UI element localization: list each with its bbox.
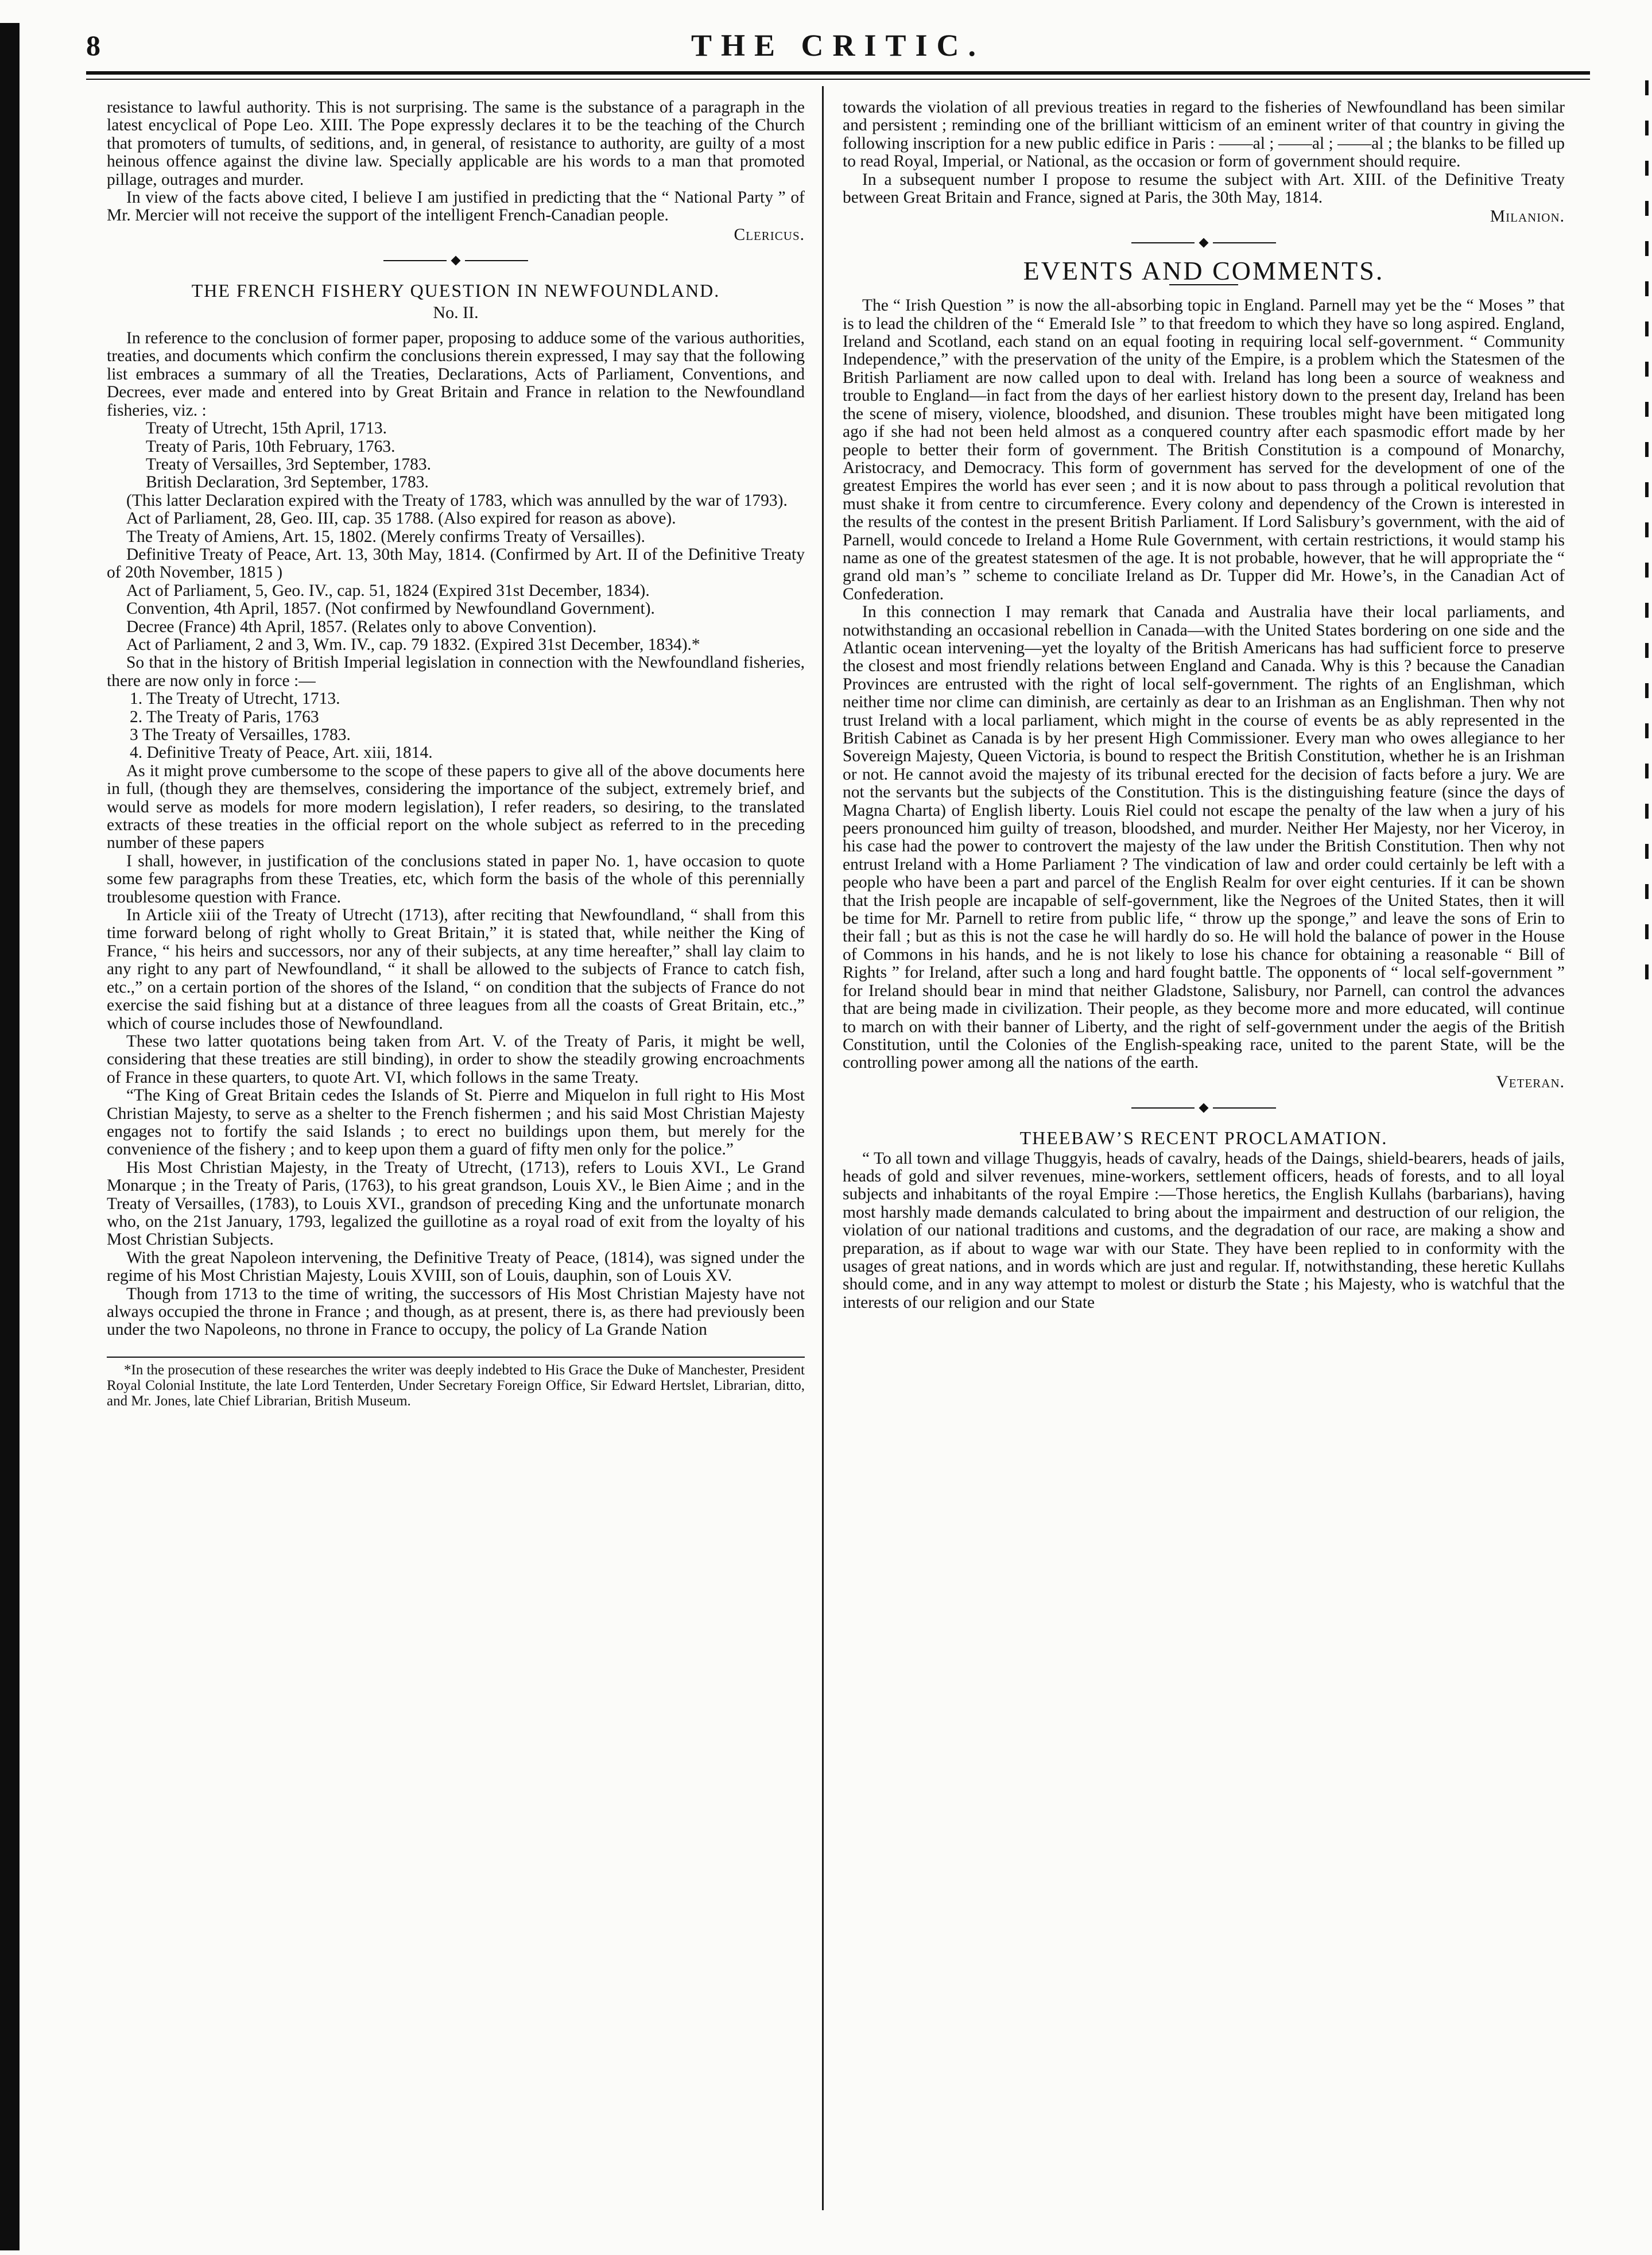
article-paragraph: Though from 1713 to the time of writing, the successors of His Most Christian Majesty have not always occupied the throne in France ; and though, as at present, there is, as there had previously been under the two Napoleons, no throne in France to occupy, the policy of La Grande Nation <box>107 1284 805 1339</box>
article-paragraph: Act of Parliament, 5, Geo. IV., cap. 51, 1824 (Expired 31st December, 1834). <box>126 581 650 600</box>
article-title: THEEBAW’S RECENT PROCLAMATION. <box>1019 1128 1388 1149</box>
article-paragraph: The “ Irish Question ” is now the all-absorbing topic in England. Parnell may yet be the “ Moses ” that is to lead the children of the “ Emerald Isle ” to that freedom to which they have so long aspired. England, Ireland and Scotland, each stand on an equal footing in requiring local self-government. “ Community Independence,” with the preservation of the unity of the Empire, is a problem which the Statesmen of the British Parliament are now called upon to deal with. Ireland has long been a source of weakness and trouble to England—in fact from the days of her earliest history down to the present day, Ireland has been the scene of misery, violence, bloodshed, and disunion. These troubles might have been mitigated long ago if she had not been held almost as a conquered country after each spasmodic effort made by her people to better their form of government. The British Constitution is a compound of Monarchy, Aristocracy, and Democracy. This form of government has served for the development of one of the greatest Empires the world has ever seen ; and it is now about to pass through a political revolution that must shake it from centre to circumference. Every colony and dependency of the Crown is interested in the results of the contest in the present British Parliament. If Lord Salisbury’s government, with the aid of Parnell, would concede to Ireland a Home Rule Government, with certain restrictions, it would stamp his name as one of the greatest statesmen of the age. It is not probable, however, that he will appropriate the “ grand old man’s ” scheme to conciliate Ireland as Dr. Tupper did Mr. Howe’s, in the Canadian Act of Confederation. <box>843 296 1565 603</box>
article-paragraph: I shall, however, in justification of the conclusions stated in paper No. 1, have occasion to quote some few paragraphs from these Treaties, etc, which form the basis of the whole of this perennially troublesome question with France. <box>107 851 805 906</box>
list-item: Treaty of Versailles, 3rd September, 1783. <box>146 455 431 474</box>
treaty-list <box>107 420 805 492</box>
article-paragraph: So that in the history of British Imperial legislation in connection with the Newfoundland fisheries, there are now only in force :— <box>107 653 805 690</box>
in-force-list <box>107 690 805 762</box>
header-rule <box>86 71 1590 75</box>
article-paragraph: Act of Parliament, 28, Geo. III, cap. 35 1788. (Also expired for reason as above). <box>126 509 676 528</box>
article-paragraph: As it might prove cumbersome to the scope of these papers to give all of the above documents here in full, (though they are themselves, considering the importance of the subject, extremely brief, and would serve as models for more modern legislation), I refer readers, so desiring, to the translated extracts of these treaties in the official report on the whole subject as referred to in the preceding number of these papers <box>107 761 805 853</box>
page-number: 8 <box>86 29 100 61</box>
article-paragraph: (This latter Declaration expired with the Treaty of 1783, which was annulled by the war of 1793). <box>126 491 788 510</box>
footnote: *In the prosecution of these researches the writer was deeply indebted to His Grace the Duke of Manchester, President Royal Colonial Institute, the late Lord Tenterden, Under Secretary Foreign Office, Sir Edward Hertslet, Librarian, ditto, and Mr. Jones, late Chief Librarian, British Museum. <box>107 1362 805 1409</box>
masthead: THE CRITIC. <box>691 28 986 63</box>
intro-paragraph: resistance to lawful authority. This is not surprising. The same is the substance of a paragraph in the latest encyclical of Pope Leo. XIII. The Pope expressly declares it to be the teaching of the Church that promoters of tumults, of seditions, and, in general, of resistance to authority, are guilty of a most heinous offence against the divine law. Specially applicable are his words to a man that promoted pillage, outrages and murder. <box>107 98 805 189</box>
article-number: No. II. <box>433 303 479 322</box>
left-column <box>107 99 805 1409</box>
article-paragraph: towards the violation of all previous treaties in regard to the fisheries of Newfoundland has been similar and persistent ; reminding one of the brilliant witticism of an eminent writer of that country in giving the following inscription for a new public edifice in Paris : ——al ; ——al ; ——al ; the blanks to be filled up to read Royal, Imperial, or National, as the occasion or form of government should require. <box>843 98 1565 171</box>
section-title: EVENTS AND COMMENTS. <box>1023 255 1385 285</box>
article-paragraph: His Most Christian Majesty, in the Treaty of Utrecht, (1713), refers to Louis XVI., Le Grand Monarque ; in the Treaty of Paris, (1763), to his great grandson, Louis XV., le Bien Aime ; and in the Treaty of Versailles, (1783), to Louis XVI., grandson of preceding King and the unfortunate monarch who, on the 21st January, 1793, legalized the guillotine as a royal road of exit from the loyalty of his Most Christian Subjects. <box>107 1158 805 1249</box>
intro-paragraph: In view of the facts above cited, I believe I am justified in predicting that the “ National Party ” of Mr. Mercier will not receive the support of the intelligent French-Canadian people. <box>107 188 805 225</box>
list-item: British Declaration, 3rd September, 1783. <box>146 473 429 492</box>
list-item: 1. The Treaty of Utrecht, 1713. <box>130 689 340 708</box>
list-item: Treaty of Utrecht, 15th April, 1713. <box>146 419 387 438</box>
article-paragraph: In Article xiii of the Treaty of Utrecht (1713), after reciting that Newfoundland, “ shall from this time forward belong of right wholly to Great Britain,” it is stated that, while neither the King of France, “ his heirs and successors, nor any of their subjects, at any time hereafter,” shall lay claim to any right to any part of Newfoundland, “ it shall be allowed to the subjects of France to catch fish, etc.,” on a certain portion of the shores of the Island, “ on condition that the subjects of France do not exercise the said fishing but at a distance of three leagues from all the coasts of Great Britain, etc.,” which of course includes those of Newfoundland. <box>107 906 805 1033</box>
article-paragraph: Act of Parliament, 2 and 3, Wm. IV., cap. 79 1832. (Expired 31st December, 1834).* <box>126 635 700 654</box>
article-paragraph: Decree (France) 4th April, 1857. (Relates only to above Convention). <box>126 617 597 636</box>
article-paragraph: These two latter quotations being taken from Art. V. of the Treaty of Paris, it might be well, considering that these treaties are still binding), in order to show the steadily growing encroachments of France in these quarters, to quote Art. VI, which follows in the same Treaty. <box>107 1032 805 1087</box>
ornament-divider <box>843 1104 1565 1112</box>
list-item: 3 The Treaty of Versailles, 1783. <box>130 726 351 744</box>
scan-edge <box>0 23 20 2250</box>
article-paragraph: In reference to the conclusion of former paper, proposing to adduce some of the various authorities, treaties, and documents which confirm the conclusions therein expressed, I may say that the following list embraces a summary of all the Treaties, Declarations, Acts of Parliament, Conventions, and Decrees, ever made and entered into by Great Britain and France in relation to the Newfoundland fisheries, viz. : <box>107 329 805 420</box>
signature: Milanion. <box>1490 207 1565 226</box>
list-item: 2. The Treaty of Paris, 1763 <box>130 707 319 726</box>
header-rule-thin <box>86 79 1590 80</box>
article-paragraph: Definitive Treaty of Peace, Art. 13, 30th May, 1814. (Confirmed by Art. II of the Definitive Treaty of 20th November, 1815 ) <box>107 545 805 582</box>
ornament-divider <box>107 257 805 265</box>
right-column <box>843 99 1565 1312</box>
article-paragraph: Convention, 4th April, 1857. (Not confirmed by Newfoundland Government). <box>126 599 655 618</box>
article-paragraph: “ To all town and village Thuggyis, heads of cavalry, heads of the Daings, shield-bearers, heads of jails, heads of gold and silver revenues, mine-workers, settlement officers, heads of forests, and to all loyal subjects and inhabitants of the royal Empire :—Those heretics, the English Kullahs (barbarians), having most harshly made demands calculated to bring about the impairment and destruction of our religion, the violation of our national traditions and customs, and the degradation of our race, are making a show and preparation, as if about to wage war with our State. They have been replied to in conformity with the usages of great nations, and in words which are just and regular. If, notwithstanding, these heretic Kullahs should come, and in any way attempt to molest or disturb the State ; his Majesty, who is watchful that the interests of our religion and our State <box>843 1149 1565 1312</box>
intro-signature: Clericus. <box>734 225 805 244</box>
quoted-paragraph: “The King of Great Britain cedes the Islands of St. Pierre and Miquelon in full right to His Most Christian Majesty, to serve as a shelter to the French fishermen ; and his said Most Christian Majesty engages not to fortify the said Islands ; to erect no buildings upon them, but merely for the convenience of the fishery ; and to keep upon them a guard of fifty men only for the police.” <box>107 1086 805 1159</box>
article-paragraph: In this connection I may remark that Canada and Australia have their local parliaments, and notwithstanding an occasional rebellion in Canada—with the United States bordering on one side and the Atlantic ocean intervening—yet the loyalty of the British Americans has had sufficient force to preserve the closest and most friendly relations between England and Canada. Why is this ? because the Canadian Provinces are entrusted with the right of local self-government. The rights of an Englishman, which neither time nor clime can diminish, are certainly as dear to an Irishman as an Englishman. Then why not trust Ireland with a local parliament, which might in the course of events be as ably represented in the British Cabinet as Canada is by her present High Commissioner. Every man who owes allegiance to her Sovereign Majesty, Queen Victoria, is bound to respect the British Constitution, whether he is an Irishman or not. He cannot avoid the majesty of its tribunal erected for the decision of facts before a jury. We are not the servants but the subjects of the Constitution. This is the distinguishing feature (since the days of Magna Charta) of English liberty. Louis Riel could not escape the penalty of the law when a jury of his peers pronounced him guilty of treason, bloodshed, and murder. Neither Her Majesty, nor her Viceroy, in his case had the power to controvert the majesty of the law under the British Constitution. Then why not entrust Ireland with a Home Parliament ? The vindication of law and order could certainly be left with a people who have been a part and parcel of the English Realm for over eight centuries. If it can be shown that the Irish people are incapable of self-government, like the Negroes of the United States, then it will be time for Mr. Parnell to retire from public life, “ throw up the sponge,” and leave the sons of Erin to their fall ; but as this is not the case he will hardly do so. He will hold the balance of power in the House of Commons in his hands, and he is not likely to lose his chance for obtaining a reasonable “ Bill of Rights ” for Ireland, after such a long and hard fought battle. The opponents of “ local self-government ” for Ireland should bear in mind that neither Gladstone, Salisbury, nor Parnell, can control the advances that are being made in civilization. Their people, as they become more and more educated, will continue to march on with their banner of Liberty, and the right of self-government under the aegis of the British Constitution, until the Colonies of the English-speaking race, united to the parent State, will be the controlling power among all the nations of the earth. <box>843 603 1565 1072</box>
signature: Veteran. <box>1496 1072 1565 1091</box>
page-header <box>86 28 1590 69</box>
article-paragraph: With the great Napoleon intervening, the Definitive Treaty of Peace, (1814), was signed under the regime of his Most Christian Majesty, Louis XVIII, son of Louis, dauphin, son of Louis XV. <box>107 1248 805 1285</box>
list-item: Treaty of Paris, 10th February, 1763. <box>146 437 395 456</box>
scan-edge-right <box>1645 80 1649 999</box>
column-divider <box>822 86 824 2210</box>
ornament-divider <box>843 239 1565 247</box>
article-paragraph: In a subsequent number I propose to resume the subject with Art. XIII. of the Definitive Treaty between Great Britain and France, signed at Paris, the 30th May, 1814. <box>843 170 1565 207</box>
list-item: 4. Definitive Treaty of Peace, Art. xiii, 1814. <box>130 743 433 762</box>
article-title: THE FRENCH FISHERY QUESTION IN NEWFOUNDLAND. <box>191 280 720 301</box>
footnote-rule <box>107 1357 805 1358</box>
article-paragraph: The Treaty of Amiens, Art. 15, 1802. (Merely confirms Treaty of Versailles). <box>126 527 646 546</box>
